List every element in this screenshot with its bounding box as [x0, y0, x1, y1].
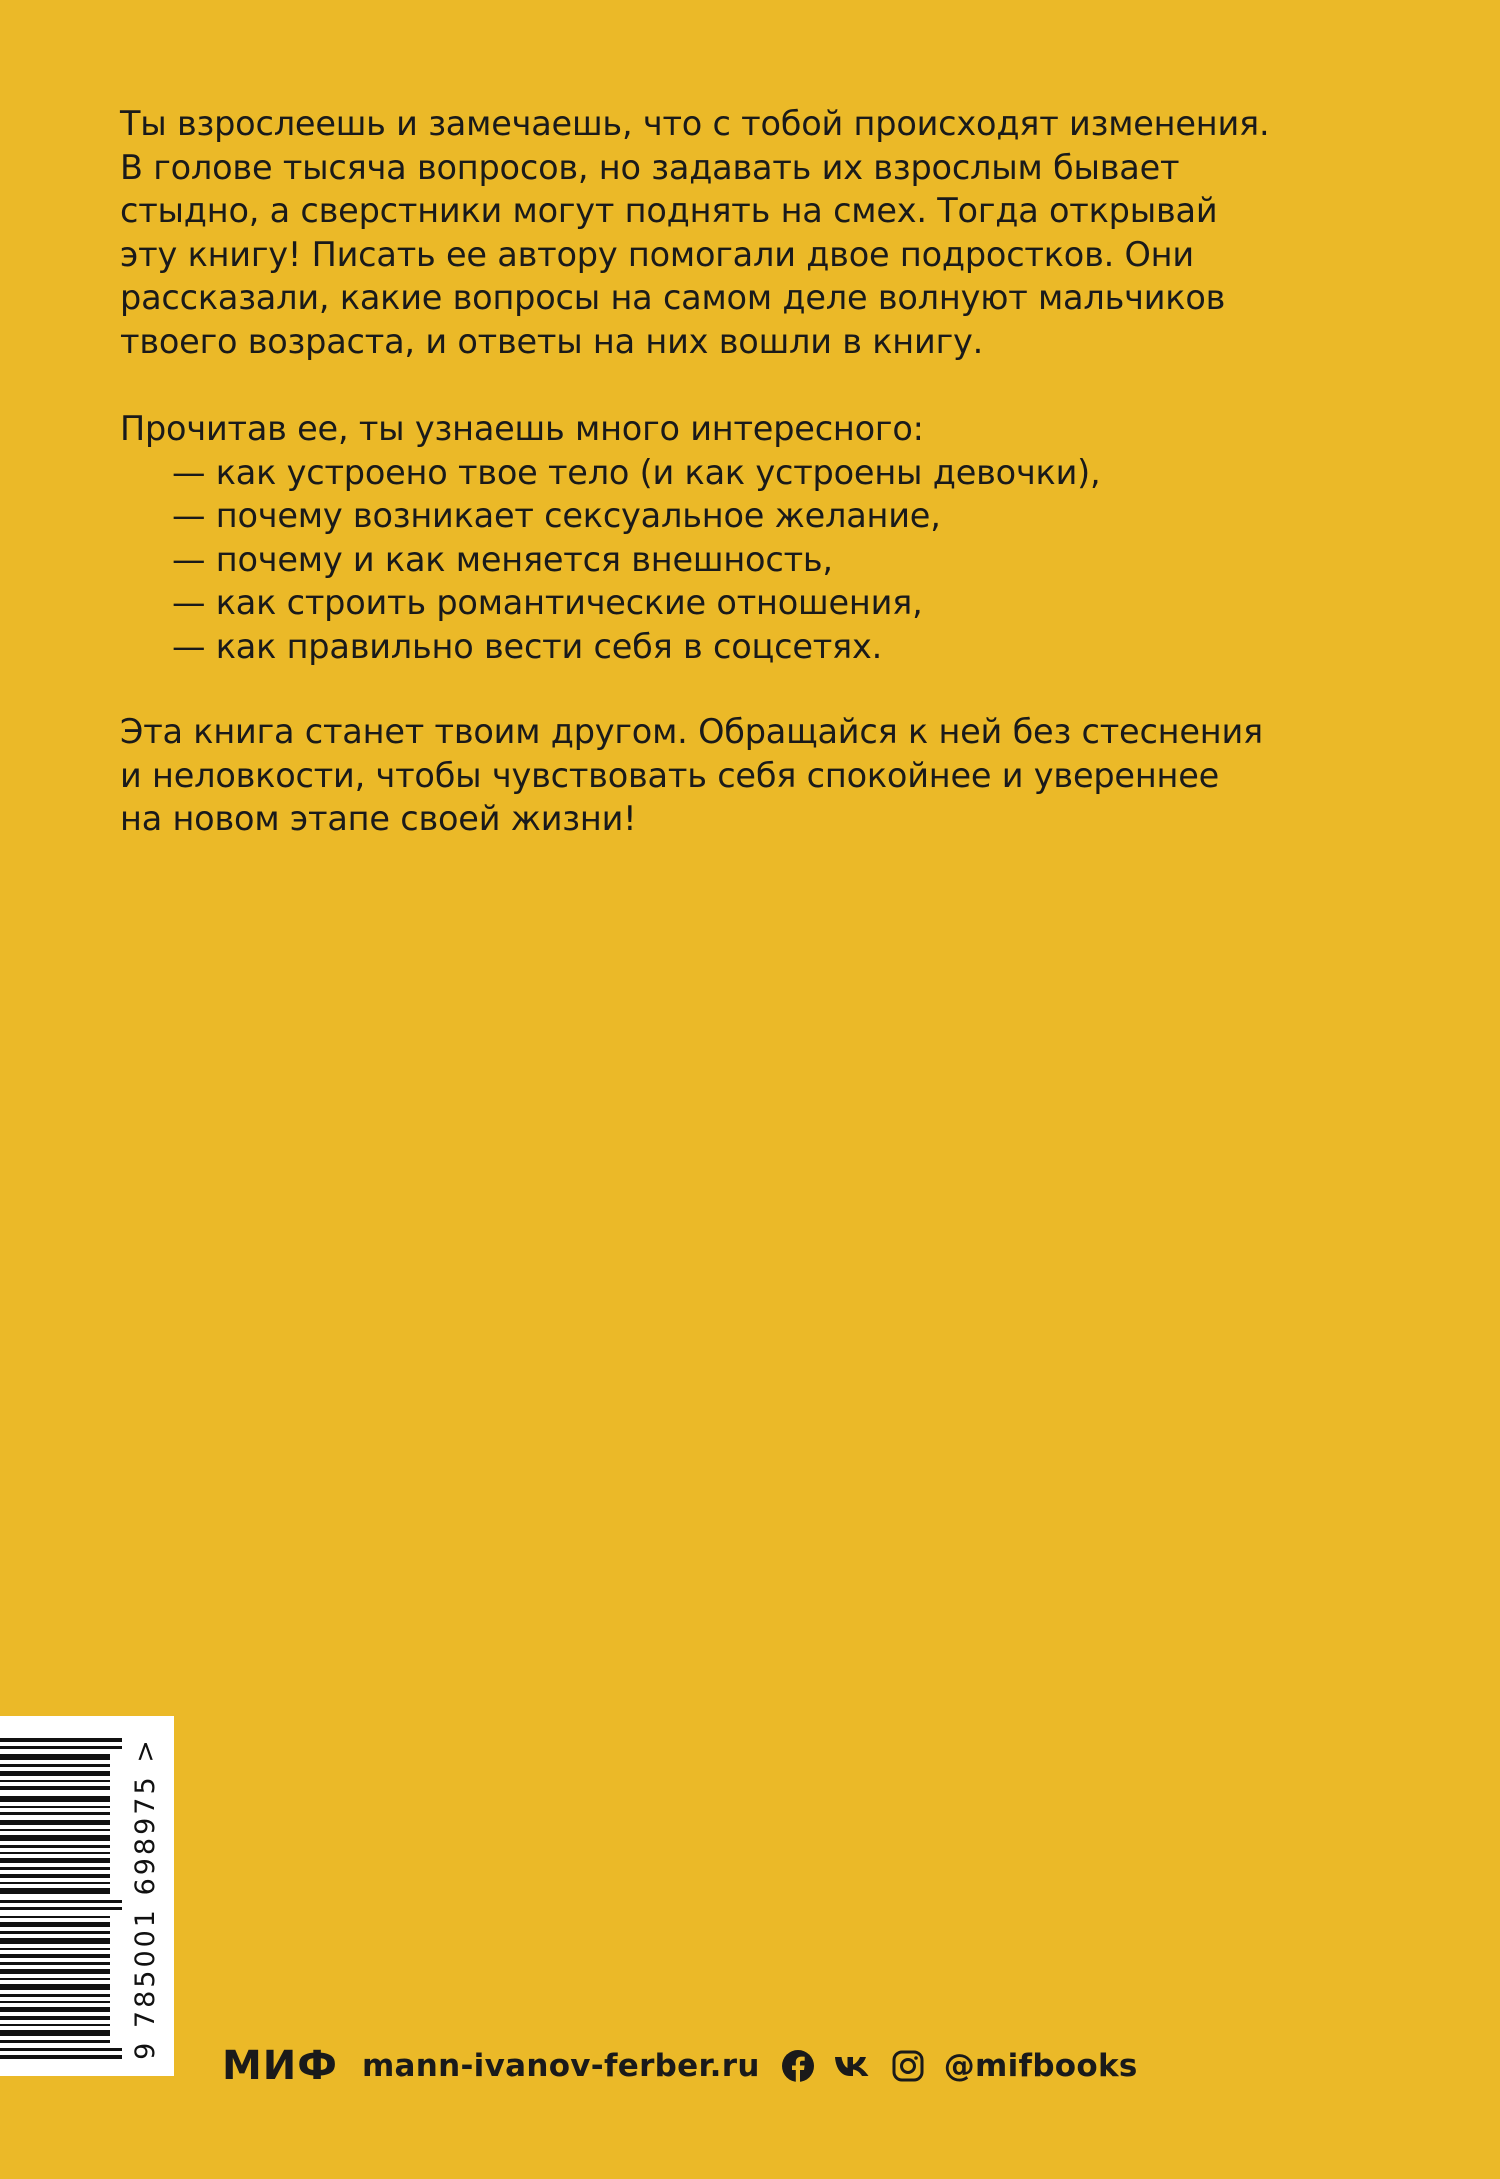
barcode-digits-container: [124, 1726, 166, 2071]
text-line: Ты взрослеешь и замечаешь, что с тобой происходят изменения.: [120, 104, 1270, 143]
vk-icon[interactable]: [834, 2054, 872, 2078]
isbn-barcode: [0, 1716, 174, 2076]
text-line: рассказали, какие вопросы на самом деле волнуют мальчиков: [120, 278, 1226, 318]
barcode-bars: [0, 1716, 124, 2076]
website-link[interactable]: mann-ivanov-ferber.ru: [361, 2048, 760, 2084]
description-paragraph-1: [120, 102, 1360, 364]
text-line: и неловкости, чтобы чувствовать себя спокойнее и увереннее: [120, 755, 1220, 795]
instagram-icon[interactable]: [892, 2050, 924, 2082]
publisher-footer: [222, 2040, 1138, 2092]
text-line: на новом этапе своей жизни!: [120, 799, 637, 839]
text-line: эту книгу! Писать ее автору помогали двое подростков. Они: [120, 234, 1194, 274]
text-line: стыдно, а сверстники могут поднять на смех. Тогда открывай: [120, 191, 1218, 231]
barcode-digits: 9 785001 698975 >: [129, 1737, 161, 2060]
list-item: — как правильно вести себя в соцсетях.: [172, 626, 883, 666]
publisher-logo: МИФ: [222, 2043, 338, 2089]
list-item: — как строить романтические отношения,: [172, 583, 923, 623]
text-line: Эта книга станет твоим другом. Обращайся к ней без стеснения: [120, 712, 1264, 751]
list-intro: Прочитав ее, ты узнаешь много интересного:: [120, 409, 924, 448]
topics-list: [120, 451, 1360, 669]
description-paragraph-2: [120, 407, 1360, 669]
text-line: твоего возраста, и ответы на них вошли в книгу.: [120, 321, 984, 361]
list-item: — почему и как меняется внешность,: [172, 539, 833, 579]
description-paragraph-3: [120, 710, 1360, 841]
facebook-icon[interactable]: [782, 2050, 814, 2082]
social-handle[interactable]: @mifbooks: [943, 2048, 1138, 2084]
list-item: — почему возникает сексуальное желание,: [172, 496, 941, 536]
text-line: В голове тысяча вопросов, но задавать их взрослым бывает: [120, 147, 1180, 187]
list-item: — как устроено твое тело (и как устроены девочки),: [172, 452, 1101, 492]
